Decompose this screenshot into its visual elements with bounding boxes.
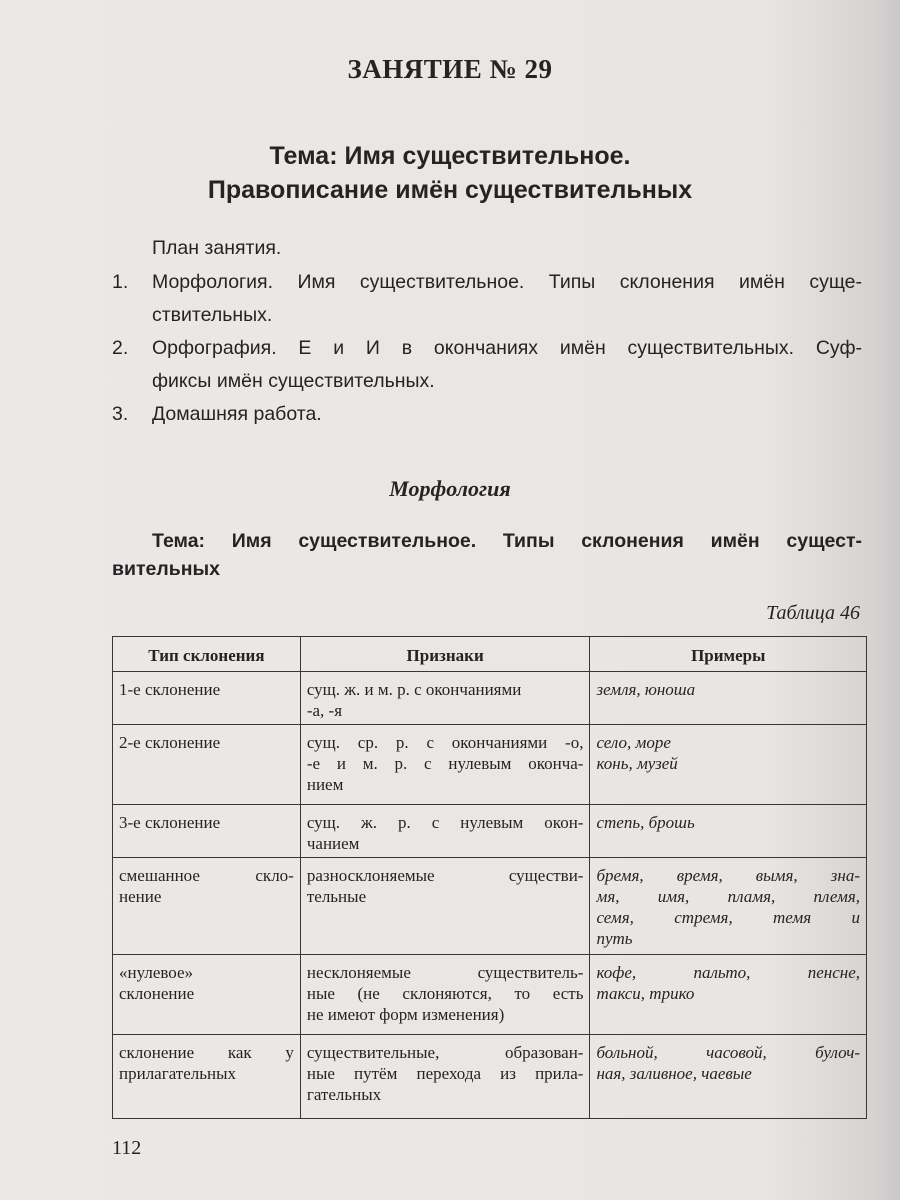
cell-line: мя, имя, пламя, племя, (596, 887, 860, 906)
plan-item-number: 2. (112, 337, 129, 359)
table-row (113, 858, 867, 955)
cell-features (300, 955, 590, 1035)
cell-line: сущ. ж. и м. р. с окончаниями (306, 680, 522, 699)
plan-item-text: фиксы имён существительных. (152, 370, 435, 392)
cell-line: -е и м. р. с нулевым оконча- (306, 754, 584, 773)
plan-heading: План занятия. (152, 237, 282, 259)
cell-line: несклоняемые существитель- (306, 963, 584, 982)
declension-table (112, 636, 867, 1119)
cell-line: кофе, пальто, пенсне, (596, 963, 860, 982)
header-features: Признаки (300, 637, 590, 672)
plan-item-3 (0, 398, 900, 431)
cell-line: 3-е склонение (119, 813, 221, 832)
cell-line: прилагательных (119, 1064, 237, 1083)
cell-line: склонение (119, 984, 195, 1003)
table-topic-line-1: Тема: Имя существительное. Типы склонения имён сущест- (152, 530, 862, 552)
cell-type (113, 725, 301, 805)
cell-line: существительные, образован- (306, 1043, 584, 1062)
table-row (113, 725, 867, 805)
cell-line: сущ. ж. р. с нулевым окон- (306, 813, 584, 832)
plan-item-number: 3. (112, 403, 129, 425)
cell-line: путь (596, 929, 633, 948)
cell-examples (590, 955, 867, 1035)
cell-features (300, 805, 590, 858)
cell-features (300, 858, 590, 955)
cell-line: такси, трико (596, 984, 695, 1003)
cell-line: чанием (306, 834, 360, 853)
cell-line: разносклоняемые существи- (306, 866, 584, 885)
table-header-row (113, 637, 867, 672)
table-row (113, 955, 867, 1035)
cell-line: тельные (306, 887, 367, 906)
cell-line: ные (не склоняются, то есть (306, 984, 584, 1003)
cell-line: 1-е склонение (119, 680, 221, 699)
topic-line-1: Тема: Имя существительное. (269, 142, 631, 170)
plan-list (0, 266, 900, 431)
table-row (113, 805, 867, 858)
cell-line: склонение как у (119, 1043, 294, 1062)
cell-type (113, 1035, 301, 1119)
cell-features (300, 1035, 590, 1119)
cell-type (113, 858, 301, 955)
cell-examples (590, 858, 867, 955)
table-topic-line-2: вительных (112, 558, 221, 580)
page-number: 112 (112, 1137, 142, 1159)
cell-line: ные путём перехода из прила- (306, 1064, 584, 1083)
cell-type (113, 955, 301, 1035)
lesson-title: ЗАНЯТИЕ № 29 (347, 54, 553, 84)
plan-item-text: ствительных. (152, 304, 273, 326)
cell-line: семя, стремя, темя и (596, 908, 860, 927)
cell-line: «нулевое» (119, 963, 194, 982)
cell-line: больной, часовой, булоч- (596, 1043, 860, 1062)
cell-line: сущ. ср. р. с окончаниями -о, (306, 733, 584, 752)
cell-type (113, 672, 301, 725)
section-title: Морфология (389, 476, 511, 501)
cell-line: село, море (596, 733, 671, 752)
table-caption: Таблица 46 (766, 602, 860, 624)
table-row (113, 1035, 867, 1119)
cell-line: гательных (306, 1085, 382, 1104)
cell-type (113, 805, 301, 858)
cell-line: бремя, время, вымя, зна- (596, 866, 860, 885)
cell-line: -а, -я (306, 701, 343, 720)
cell-line: конь, музей (596, 754, 678, 773)
cell-line: нение (119, 887, 162, 906)
cell-line: не имеют форм изменения) (306, 1005, 505, 1024)
cell-features (300, 725, 590, 805)
cell-examples (590, 1035, 867, 1119)
cell-examples (590, 672, 867, 725)
cell-examples (590, 805, 867, 858)
cell-line: ная, заливное, чаевые (596, 1064, 752, 1083)
plan-item-1 (0, 266, 900, 299)
cell-line: смешанное скло- (119, 866, 294, 885)
cell-line: земля, юноша (596, 680, 696, 699)
plan-item-2 (0, 332, 900, 365)
cell-line: 2-е склонение (119, 733, 221, 752)
cell-examples (590, 725, 867, 805)
plan-item-text: Домашняя работа. (152, 403, 322, 425)
cell-features (300, 672, 590, 725)
cell-line: нием (306, 775, 344, 794)
plan-item-number: 1. (112, 271, 129, 293)
table-row (113, 672, 867, 725)
header-examples: Примеры (590, 637, 867, 672)
plan-item-text: Орфография. Е и И в окончаниях имён существительных. Суф- (152, 337, 862, 359)
cell-line: степь, брошь (596, 813, 695, 832)
header-type: Тип склонения (113, 637, 301, 672)
plan-item-text: Морфология. Имя существительное. Типы склонения имён суще- (152, 271, 862, 293)
topic-line-2: Правописание имён существительных (207, 176, 693, 204)
